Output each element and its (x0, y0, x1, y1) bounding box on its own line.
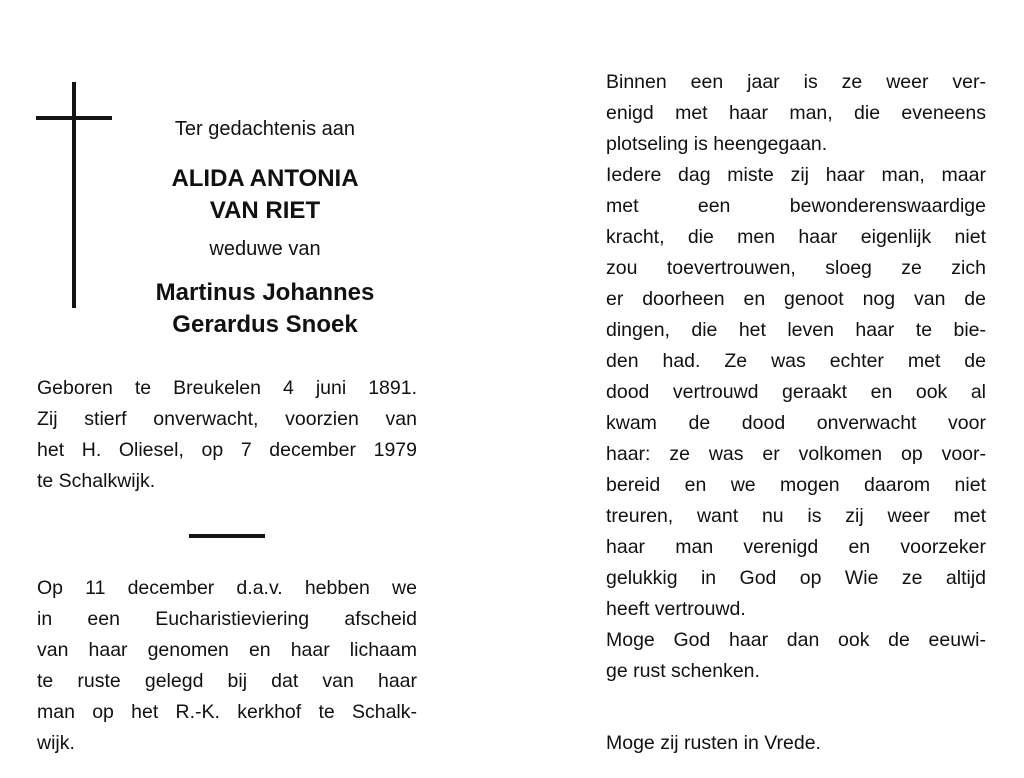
spouse-name-line: Gerardus Snoek (172, 311, 358, 338)
text-line: er doorheen en genoot nog van de (606, 288, 986, 310)
relation-text: weduwe van (209, 238, 321, 260)
text-line: den had. Ze was echter met de (606, 350, 986, 372)
text-line: het H. Oliesel, op 7 december 1979 (37, 439, 417, 461)
closing-text: Moge zij rusten in Vrede. (606, 732, 821, 754)
text-line: Zij stierf onverwacht, voorzien van (37, 408, 417, 430)
text-line: wijk. (37, 732, 75, 754)
text-line: in een Eucharistieviering afscheid (37, 608, 417, 630)
text-line: te Schalkwijk. (37, 470, 156, 492)
text-line: van haar genomen en haar lichaam (37, 639, 417, 661)
text-line: dingen, die het leven haar te bie- (606, 319, 986, 341)
text-line: gelukkig in God op Wie ze altijd (606, 567, 986, 589)
text-line: kracht, die men haar eigenlijk niet (606, 226, 986, 248)
spouse-name-line: Martinus Johannes (155, 279, 375, 306)
text-line: heeft vertrouwd. (606, 598, 746, 620)
funeral-paragraph (37, 573, 417, 759)
intro-text: Ter gedachtenis aan (174, 118, 356, 140)
birth-death-paragraph (37, 373, 417, 497)
text-line: haar: ze was er volkomen op voor- (606, 443, 986, 465)
cross-icon-bar (36, 116, 112, 120)
divider (189, 534, 265, 538)
text-line: treuren, want nu is zij weer met (606, 505, 986, 527)
deceased-name-line: VAN RIET (209, 197, 321, 224)
text-line: met een bewonderenswaardige (606, 195, 986, 217)
deceased-name-line: ALIDA ANTONIA (171, 165, 359, 192)
text-line: Op 11 december d.a.v. hebben we (37, 577, 417, 599)
text-line: Iedere dag miste zij haar man, maar (606, 164, 986, 186)
text-line: man op het R.-K. kerkhof te Schalk- (37, 701, 417, 723)
text-line: Moge God haar dan ook de eeuwi- (606, 629, 986, 651)
text-line: enigd met haar man, die eveneens (606, 102, 986, 124)
text-line: kwam de dood onverwacht voor (606, 412, 986, 434)
deceased-name (120, 163, 410, 227)
text-line: bereid en we mogen daarom niet (606, 474, 986, 496)
text-line: Binnen een jaar is ze weer ver- (606, 71, 986, 93)
spouse-name (120, 277, 410, 341)
text-line: zou toevertrouwen, sloeg ze zich (606, 257, 986, 279)
text-line: ge rust schenken. (606, 660, 760, 682)
text-line: dood vertrouwd geraakt en ook al (606, 381, 986, 403)
remembrance-paragraph (606, 67, 986, 687)
text-line: haar man verenigd en voorzeker (606, 536, 986, 558)
text-line: plotseling is heengegaan. (606, 133, 828, 155)
text-line: te ruste gelegd bij dat van haar (37, 670, 417, 692)
text-line: Geboren te Breukelen 4 juni 1891. (37, 377, 417, 399)
